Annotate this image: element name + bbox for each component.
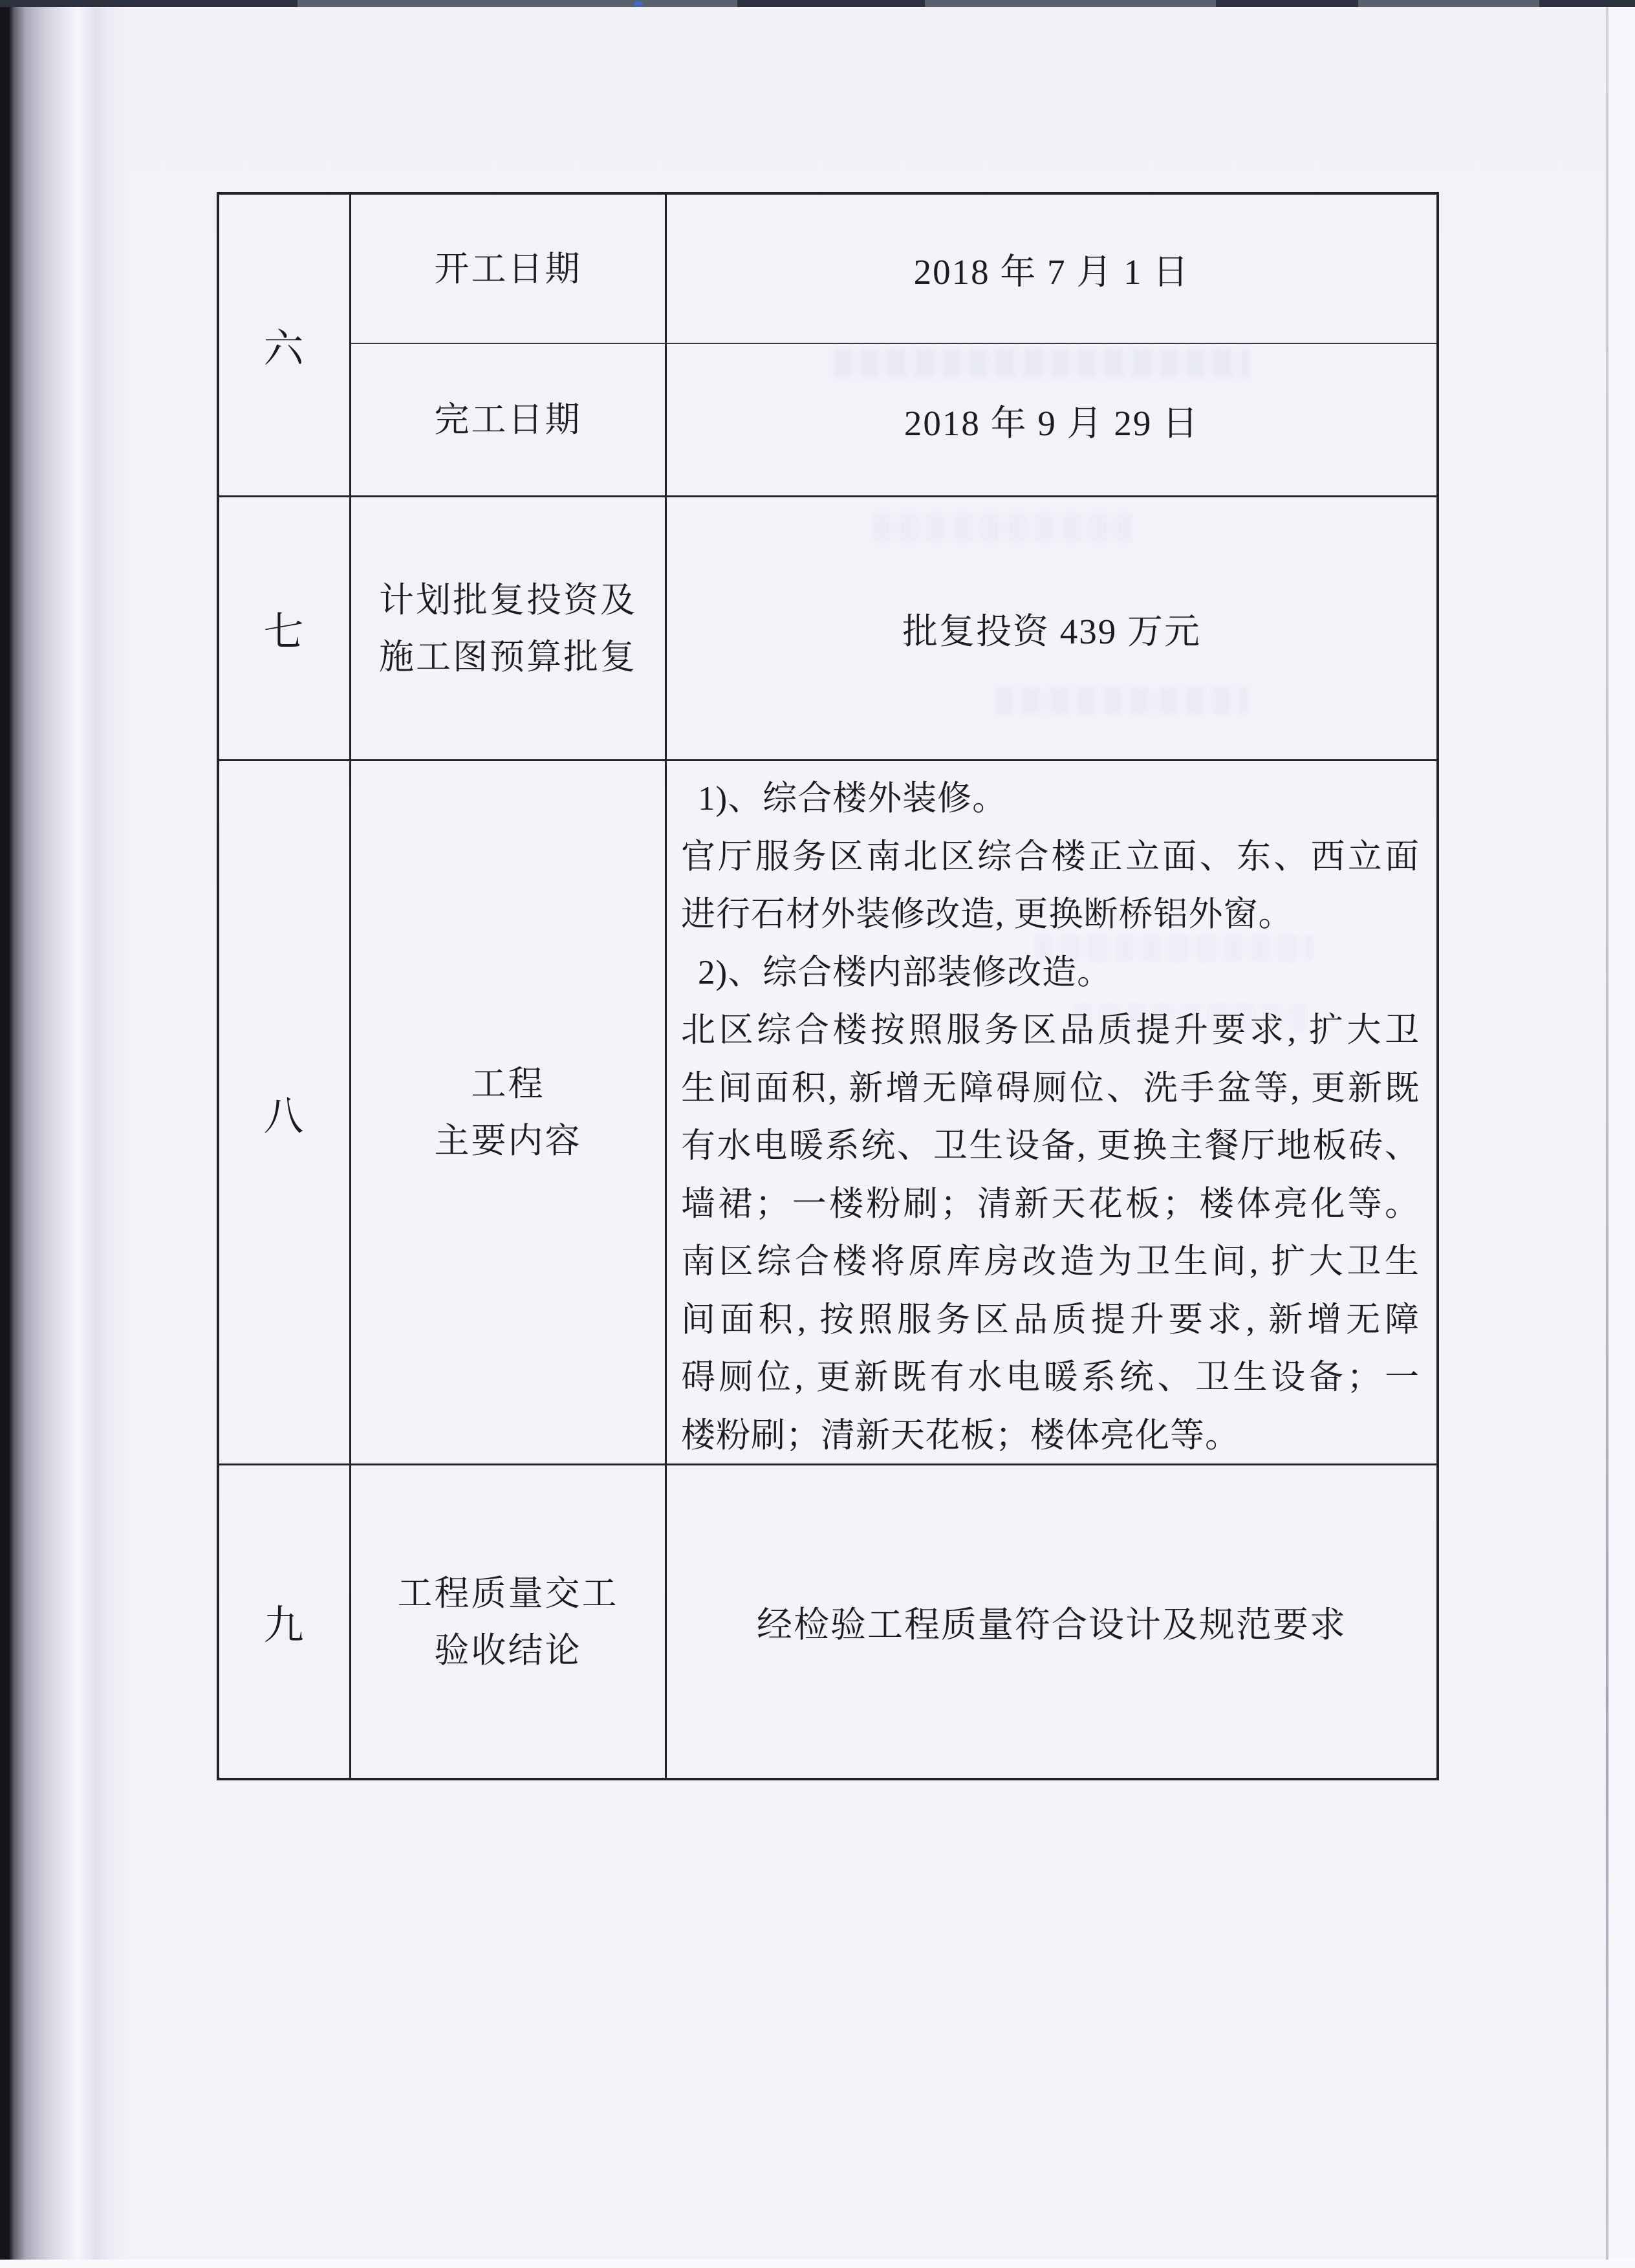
content-line: 北区综合楼按照服务区品质提升要求, 扩大卫 (681, 1011, 1420, 1049)
scan-top-edge-dark-segment (1539, 0, 1635, 7)
completion-date-value: 2018 年 9 月 29 日 (904, 403, 1200, 443)
content-line: 墙裙；一楼粉刷；清新天花板；楼体亮化等。 (681, 1185, 1420, 1223)
content-line: 2)、综合楼内部装修改造。 (698, 953, 1112, 991)
completion-date-label: 完工日期 (434, 400, 582, 439)
acceptance-form-table (217, 192, 1439, 1780)
scan-top-edge-speck (634, 1, 643, 6)
table-row-nine-number-cell (219, 1465, 351, 1778)
content-line: 官厅服务区南北区综合楼正立面、东、西立面 (681, 837, 1420, 876)
content-line: 生间面积, 新增无障碍厕位、洗手盆等, 更新既 (681, 1069, 1420, 1107)
quality-conclusion-label-line: 工程质量交工 (397, 1573, 619, 1613)
content-line: 进行石材外装修改造, 更换断桥铝外窗。 (681, 896, 1294, 933)
content-line: 有水电暖系统、卫生设备, 更换主餐厅地板砖、 (681, 1127, 1420, 1165)
quality-conclusion-value-cell (667, 1465, 1436, 1778)
page-bottom-edge (0, 2260, 1635, 2268)
row-number: 八 (263, 1094, 305, 1139)
scan-top-edge-dark-segment (0, 0, 298, 7)
quality-conclusion-label-line: 验收结论 (434, 1630, 582, 1670)
start-date-value-cell (667, 195, 1436, 344)
content-line: 1)、综合楼外装修。 (698, 780, 1008, 817)
approved-investment-value: 批复投资 439 万元 (902, 612, 1201, 651)
row-number: 九 (263, 1604, 305, 1648)
approved-investment-label-line: 施工图预算批复 (379, 637, 637, 676)
main-content-label-line: 工程 (471, 1064, 545, 1103)
approved-investment-value-cell (667, 497, 1436, 761)
content-line: 南区综合楼将原库房改造为卫生间, 扩大卫生 (681, 1243, 1420, 1280)
completion-date-label-cell (351, 344, 667, 497)
quality-conclusion-value: 经检验工程质量符合设计及规范要求 (756, 1605, 1347, 1645)
quality-conclusion-label-cell (351, 1465, 667, 1778)
table-row-seven-number-cell (219, 497, 351, 761)
row-number: 七 (263, 610, 305, 654)
row-number: 六 (263, 327, 305, 371)
approved-investment-label-cell (351, 497, 667, 761)
main-content-label-line: 主要内容 (434, 1121, 582, 1160)
main-content-value-cell (667, 761, 1436, 1465)
start-date-label: 开工日期 (434, 249, 582, 288)
start-date-label-cell (351, 195, 667, 344)
content-line: 碍厕位, 更新既有水电暖系统、卫生设备；一 (681, 1359, 1420, 1396)
start-date-value: 2018 年 7 月 1 日 (913, 252, 1190, 292)
approved-investment-label-line: 计划批复投资及 (379, 580, 637, 620)
scan-top-edge-dark-segment (737, 0, 925, 7)
page-fold-shadow (0, 0, 129, 2268)
scan-top-edge-dark-segment (1216, 0, 1358, 7)
content-line: 间面积, 按照服务区品质提升要求, 新增无障 (681, 1301, 1420, 1339)
page-right-edge-line (1606, 0, 1608, 2268)
table-row-six-number-cell (219, 195, 351, 497)
content-line: 楼粉刷；清新天花板；楼体亮化等。 (681, 1416, 1240, 1454)
table-row-eight-number-cell (219, 761, 351, 1465)
completion-date-value-cell (667, 344, 1436, 497)
main-content-label-cell (351, 761, 667, 1465)
page-right-edge-paper (1608, 0, 1635, 2268)
